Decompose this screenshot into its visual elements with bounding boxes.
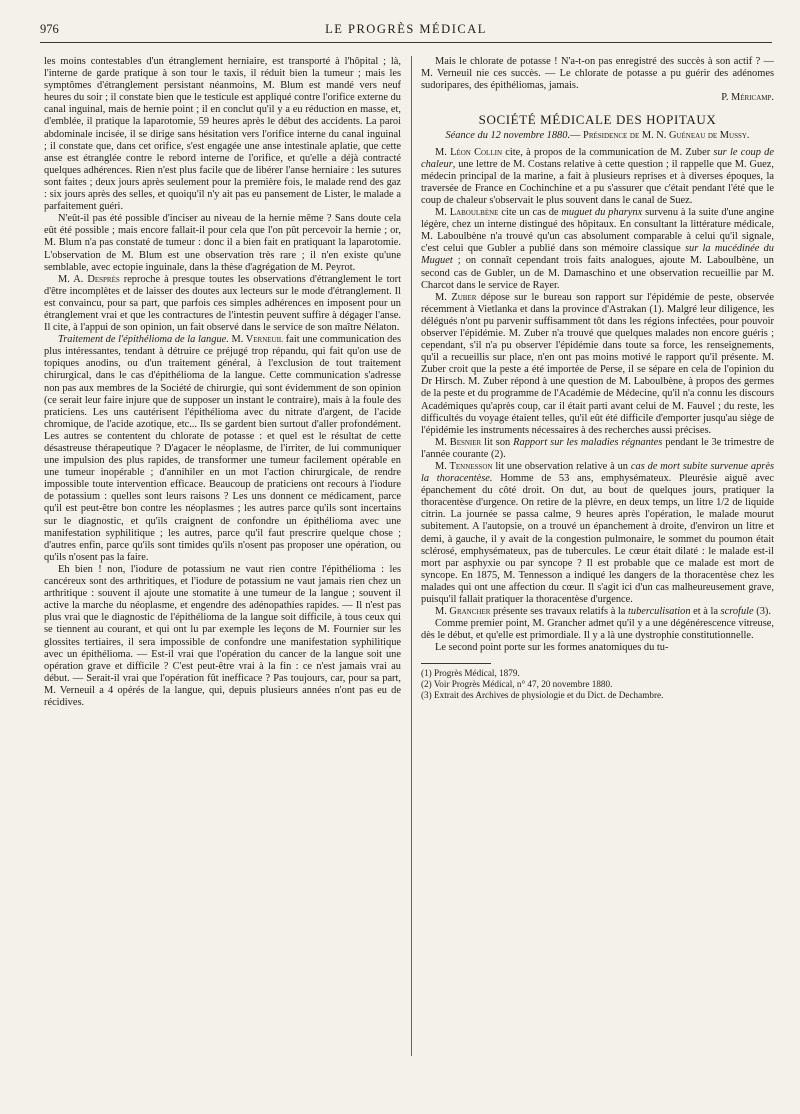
footnote: (1) Progrès Médical, 1879. [421,667,520,678]
subsection-title: Traitement de l'épithélioma de la langue. [58,334,229,346]
paragraph-text: cite un cas de [498,207,562,219]
speaker-name: M. Léon Collin [435,146,502,158]
italic-text: sur la mucédinée du Muguet [421,243,774,267]
paragraph-text: cite, à propos de la communication de M. Zuber [502,146,714,158]
italic-text: tuberculisation [628,606,691,618]
column-divider [411,56,412,1056]
footnote: (2) Voir Progrès Médical, n° 47, 20 novembre 1880. [421,678,613,689]
footnote: (3) Extrait des Archives de physiologie et du Dict. de Dechambre. [421,689,664,700]
paragraph-text: (3). [753,606,771,618]
paragraph-text: lit une observation relative à un [492,461,631,472]
speaker-name: M. Verneuil [228,334,284,346]
italic-text: muguet du pharynx [561,207,643,219]
paragraph: Comme premier point, M. Grancher admet qu'il y a une dégénérescence vitreuse, dès le début, et qu'elle est primordiale. Il y a là une dystrophie constitutionnelle. [421,618,774,642]
paragraph-text: ; on connaît cependant trois faits analogues, ajoute M. Laboulbène, un second cas de Gubler, un de M. Damaschino et une observation recueillie par M. Charcot dans le service de Rayer. [421,255,774,291]
paragraph [421,207,774,292]
paragraph [421,147,774,207]
presidency: — Présidence de M. N. Guéneau de Mussy. [570,130,750,142]
paragraph: N'eût-il pas été possible d'inciser au niveau de la hernie même ? Sans doute cela eût été possible ; mais encore fallait-il pour cela que l'on pût percevoir la hernie ; or, M. Blum n'a pas constaté de tumeur : donc il a bien fait en pratiquant la laparotomie. L'observation de M. Blum est une observation très rare ; il n'en existe qu'une semblable, avec ectopie inguinale, dans la thèse d'agrégation de M. Peyrot. [44,213,401,273]
section-title: SOCIÉTÉ MÉDICALE DES HOPITAUX [478,112,717,128]
author-signature: P. Méricamp. [721,92,774,104]
italic-text: scrofule [720,606,754,618]
italic-text: sur le coup de chaleur [421,146,774,170]
speaker-name: M. Grancher [435,606,491,618]
speaker-name: M. A. Desprès [58,273,120,285]
speaker-name: M. Tennesson [435,461,493,472]
paragraph: Le second point porte sur les formes anatomiques du tu- [435,642,669,654]
italic-text: cas de mort subite survenue après la thoracentèse. [421,461,774,485]
page-number: 976 [40,22,59,36]
left-column [44,56,401,1096]
italic-text: Rapport sur les maladies régnantes [513,436,663,448]
paragraph: Eh bien ! non, l'iodure de potassium ne vaut rien contre l'épithélioma : les cancéreux sont des arthritiques, et l'iodure de potassium ne vaut jamais rien chez un arthritique : souvent il ajoute une stomatite à une tumeur de la langue ; souvent il active la marche du néoplasme, et engendre des adénopathies rapides. — Il n'est pas plus vrai que le diagnostic de l'épithélioma de la langue soit difficile, à tous ceux qui se tiennent au courant, et qui ont lu par exemple les leçons de M. Fournier sur les glossites tertiaires, il sera impossible de confondre une manifestation syphilitique avec un épithélioma. — Est-il vrai que l'opération du cancer de la langue soit une opération grave et difficile ? C'est peut-être vrai à la fin : ce n'est jamais vrai au début. — Serait-il vrai que l'opération fût inefficace ? Pas toujours, car, pour sa part, M. Verneuil a 4 opérés de la langue, qui, depuis plusieurs années n'ont pas eu de récidives. [44,563,401,708]
session-date: Séance du 12 novembre 1880. [445,130,571,142]
paragraph-text: survenu à la suite d'une angine légère, chez un interne distingué des hôpitaux. En consultant la littérature médicale, M. Laboulbène n'a trouvé qu'un cas absolument comparable à celui qu'il signale, c'est celui que Gubler a publié dans son mémoire classique [421,207,774,255]
paragraph-text: pendant le 3e trimestre de l'année courante (2). [421,436,774,460]
paragraph [421,437,774,461]
running-title: LE PROGRÈS MÉDICAL [325,22,487,36]
paragraph-text: Homme de 53 ans, emphysémateux. Pleurésie aiguë avec épanchement du côté droit. On dut, au bout de quelques jours, pratiquer la thoracentèse d'urgence. On retire de la plèvre, en deux temps, un litre 1/2 de liquide citrin. La journée se passa calme, 9 heures après l'opération, le malade mourut subitement. A l'autopsie, on a trouvé un épanchement à droite, d'environ un litre et demi, à gauche, il y avait de la congestion pulmonaire, le sommet du poumon était sclérosé, emphysémateux, pas de tubercules. Le cœur était dilaté : le malade est-il mort par asphyxie ou par syncope ? Il est probable que ce malade est mort de syncope. En 1875, M. Tennesson a indiqué les dangers de la thoracentèse chez les malades qui ont une affection du cœur. Il s'agit ici d'un cas malheureusement grave, puisqu'il fallait pratiquer la thoracentèse d'urgence. [421,473,774,606]
paragraph [44,334,401,564]
paragraph-text: fait une communication des plus intéressantes, tendant à détruire ce préjugé trop répandu, qui fait qu'on use de topiques anodins, ou d'un traitement général, à l'exclusion de tout traitement chirurgical, dans le cas d'épithélioma de la langue. Cette communication s'adresse non pas aux membres de la Société de chirurgie, qui sont évidemment de son opinion (ce serait leur faire injure que de supposer un instant le contraire), mais à la foule des praticiens. Les uns cautérisent l'épithélioma avec du nitrate d'argent, de l'acide chromique, de l'acide azotique, etc... Ils se gardent bien surtout d'aller profondément. Les autres se contentent du chlorate de potasse : et quel est le résultat de cette désastreuse thérapeutique ? D'agacer le néoplasme, de l'irriter, de lui communiquer une impulsion des plus rapides, de transformer une tumeur facilement opérable en une tumeur inopérable ; d'annihiler en un mot l'action chirurgicale, de rendre impossible toute intervention efficace. Beaucoup de praticiens ont recours à l'iodure de potassium : quelles sont leurs raisons ? Les uns donnent ce médicament, parce qu'il est peut-être bon contre les néoplasmes ; les autres parce qu'ils sont incertains sur le diagnostic, et qu'ils craignent de confondre un épithélioma avec une manifestation syphilitique ; les autres, parce qu'il faut prescrire quelque chose ; d'autres enfin, parce qu'ils sont timides qu'ils n'osent pas proposer une opération, ou qu'ils n'osent pas la faire. [44,334,401,563]
section-meta [421,130,774,142]
paragraph-text: lit son [481,436,514,448]
paragraph [44,274,401,334]
right-column [421,56,774,1106]
paragraph-text: présente ses travaux relatifs à la [490,606,629,618]
paragraph-text: et à la [690,606,721,618]
paragraph: Mais le chlorate de potasse ! N'a-t-on pas enregistré des succès à son actif ? — M. Verneuil nie ces succès. — Le chlorate de potasse a pu guérir des adénomes sudoripares, des épithéliomas, jamais. [421,56,774,92]
paragraph: les moins contestables d'un étranglement herniaire, est transporté à l'hôpital ; là, l'interne de garde pratique à son tour le taxis, il réduit bien la tumeur ; mais les symptômes d'étranglement persistant néanmoins, M. Blum est mandé vers neuf heures du soir ; il constate bien que le testicule est appliqué contre l'orifice externe du canal inguinal, mais de hernie point ; il en conclut qu'il y a eu réduction en masse, et, d'emblée, il pratique la laparotomie, 59 heures après le début des accidents. La paroi abdominale incisée, il se dirige sans hésitation vers l'orifice interne du canal inguinal ; il constate que, dans cet orifice, s'est engagée une anse intestinale aplatie, que cette anse est étranglée contre le rebord interne de l'orifice, et qu'elle a déjà contracté quelques adhérences. Rien n'est plus facile que de libérer l'anse herniaire : les sutures sont faites ; deux jours après seulement pour la première fois, le malade rend des gaz : six jours après des selles, et quoiqu'il n'y ait pas eu pansement de Lister, le malade a parfaitement guéri. [44,56,401,213]
speaker-name: M. Besnier [435,436,482,448]
paragraph [421,606,774,618]
paragraph [421,292,774,437]
speaker-name: M. Zuber [435,291,477,303]
page-header [40,20,772,43]
paragraph-text: reproche à presque toutes les observations d'étranglement le tort d'être incomplètes et de laisser des doutes aux lecteurs sur le mode d'étranglement. Il est convaincu, pour sa part, que parfois ces simples adhérences en imposent pour un étranglement vrai et que les contractures de l'intestin peuvent suffire à dégager l'anse. Il cite, à l'appui de son opinion, un fait observé dans le service de son maître Nélaton. [44,273,401,334]
paragraph [421,461,774,606]
speaker-name: M. Laboulbène [435,207,499,219]
paragraph-text: , une lettre de M. Costans relative à cette question ; il rappelle que M. Guez, médecin principal de la marine, a fait à plusieurs reprises et à diverses époques, la traversée de France en Cochinchine et a pu s'assurer que c'était pendant l'été que le coup de chaleur s'observait le plus souvent dans le canal de Suez. [421,158,774,206]
footnotes [421,668,774,701]
footnote-rule [421,663,491,664]
paragraph-text: dépose sur le bureau son rapport sur l'épidémie de peste, observée récemment à Vietlanka et dans la province d'Astrakan (1). Malgré leur diligence, les délégués n'ont pu parvenir suffisamment tôt dans les régions infectées, pour pouvoir observer l'épidémie. M. Zuber n'a trouvé que quelques malades non encore guéris ; cependant, s'il n'a pu observer l'épidémie dans toute sa force, les renseignements, qu'il a recueillis sur place, n'en ont pas moins motivé le rapport qu'il présente. M. Zuber croit que la peste a été importée de Perse, il se sépare en cela de l'opinion du Dr Hirsch. M. Zuber répond à une question de M. Laboulbène, à propos des germes de la peste et du programme de l'Académie de Médecine, qu'il n'a connu les discours Académiques qu'après coup, car il était parti avant celui de M. Fauvel ; du reste, les difficultés du voyage étaient telles, qu'il eût été difficile d'emporter jusqu'au siège de l'épidémie les instruments nécessaires à des recherches aussi précises. [421,291,774,436]
